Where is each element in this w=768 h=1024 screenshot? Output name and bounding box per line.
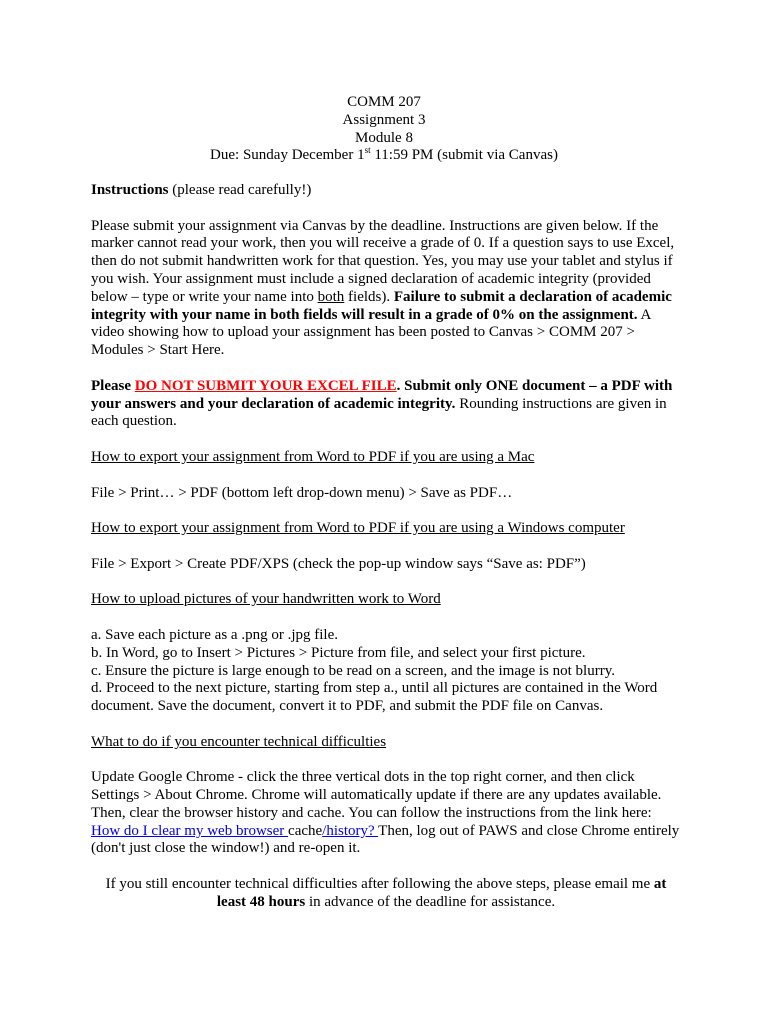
no-excel-warning: DO NOT SUBMIT YOUR EXCEL FILE [134, 377, 397, 394]
document-header [0, 94, 768, 165]
course-code: COMM 207 [347, 94, 421, 110]
tech-text-a: Update Google Chrome - click the three vertical dots in the top right corner, and then click Settings > About Chrome. Chrome will automatically update if there are any updates available. Then, clear the browser history and cache. You can follow the instructions from the link here: [91, 769, 662, 821]
document-body [91, 182, 681, 929]
submission-text-a: Please submit your assignment via Canvas by the deadline. Instructions are given below. If the marker cannot read your work, then you will receive a grade of 0. If a question says to use Excel, then do not submit handwritten work for that question. Yes, you may use your tablet and stylus if you wish. Your assignment must include a signed declaration of academic integrity (provided below – type or write your name into [91, 217, 675, 305]
submission-text-c: A video showing how to upload your assignment has been posted to Canvas > COMM 207 > Modules > Start Here. [91, 306, 651, 359]
final-text-b: in advance of the deadline for assistance. [305, 893, 556, 910]
history-link[interactable]: /history? [322, 822, 379, 839]
tech-heading: What to do if you encounter technical difficulties [91, 733, 387, 750]
final-text-a: If you still encounter technical difficulties after following the above steps, please email me [105, 876, 654, 893]
due-ordinal: st [364, 145, 371, 156]
please-label: Please [91, 377, 135, 394]
pictures-steps [91, 627, 681, 716]
one-document-note: . Submit only ONE document – a PDF with your answers and your declaration of academic integrity. [91, 377, 673, 412]
due-date [0, 147, 768, 165]
due-suffix: 11:59 PM (submit via Canvas) [370, 147, 558, 164]
instructions-label: Instructions [91, 182, 169, 198]
tech-text-b: Then, log out of PAWS and close Chrome entirely (don't just close the window!) and re-open it. [91, 822, 680, 857]
excel-warning-paragraph [91, 378, 681, 431]
tech-paragraph [91, 769, 681, 858]
both-underlined: both [317, 288, 345, 305]
instructions-heading [91, 182, 681, 200]
mac-heading: How to export your assignment from Word to PDF if you are using a Mac [91, 448, 535, 465]
submission-text-b: fields). [344, 288, 394, 305]
cache-text: cache [288, 822, 323, 839]
assignment-title: Assignment 3 [342, 111, 426, 128]
final-deadline: at least 48 hours [216, 876, 667, 910]
due-prefix: Due: Sunday December 1 [210, 147, 365, 164]
windows-steps: File > Export > Create PDF/XPS (check the pop-up window says “Save as: PDF”) [91, 555, 586, 572]
windows-heading: How to export your assignment from Word to PDF if you are using a Windows computer [91, 520, 625, 537]
module-label: Module 8 [355, 129, 413, 146]
pictures-heading: How to upload pictures of your handwritten work to Word [91, 591, 441, 608]
final-paragraph [91, 876, 681, 912]
rounding-note: Rounding instructions are given in each question. [91, 395, 667, 430]
step-b: b. In Word, go to Insert > Pictures > Picture from file, and select your first picture. [91, 644, 586, 661]
step-a: a. Save each picture as a .png or .jpg file. [91, 626, 338, 643]
step-c: c. Ensure the picture is large enough to be read on a screen, and the image is not blurry. [91, 662, 615, 679]
submission-paragraph [91, 218, 681, 360]
clear-browser-link[interactable]: How do I clear my web browser [91, 822, 289, 839]
step-d: d. Proceed to the next picture, starting from step a., until all pictures are contained in the Word document. Save the document, convert it to PDF, and submit the PDF file on Canvas. [91, 680, 658, 715]
mac-steps: File > Print… > PDF (bottom left drop-down menu) > Save as PDF… [91, 484, 513, 501]
instructions-note: (please read carefully!) [168, 182, 312, 198]
integrity-warning: Failure to submit a declaration of academic integrity with your name in both fields will result in a grade of 0% on the assignment. [91, 288, 672, 323]
